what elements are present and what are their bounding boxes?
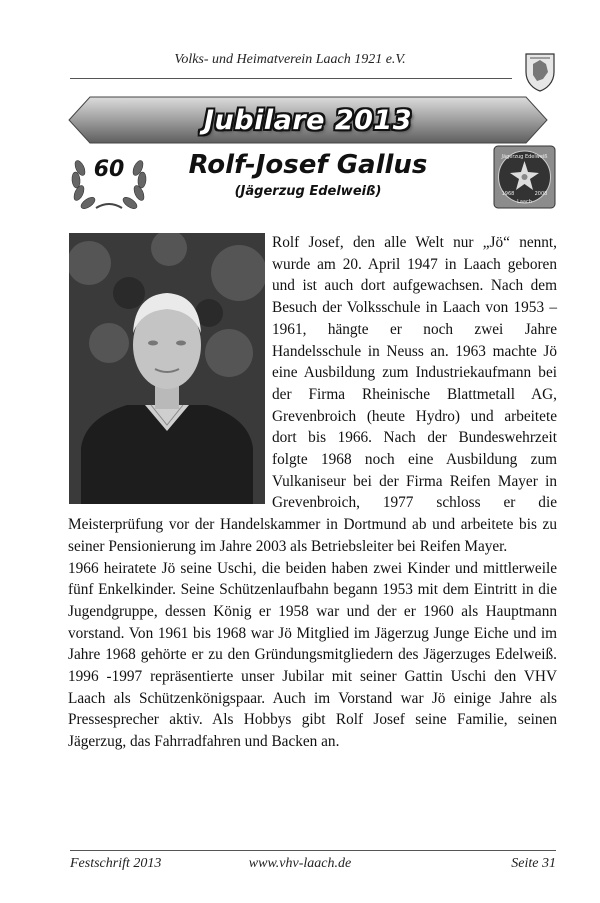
emblem-bottom-text: Laach	[517, 199, 532, 205]
article-body	[68, 232, 557, 753]
footer-publication: Festschrift 2013	[70, 856, 162, 871]
emblem-year-right: 2008	[534, 191, 548, 197]
coat-of-arms-icon	[524, 52, 556, 92]
person-name: Rolf-Josef Gallus	[188, 150, 428, 180]
header-title: Volks- und Heimatverein Laach 1921 e.V.	[174, 52, 406, 67]
photo-spacer	[68, 232, 272, 509]
article-paragraph: 1966 heiratete Jö seine Uschi, die beiden haben zwei Kinder und mittlerweile fünf Enkelkinder. Seine Schützenlaufbahn begann 1953 mit dem Eintritt in die Jugendgruppe, dessen König er 1958 war und der er 1960 als Hauptmann vorstand. Von 1961 bis 1968 war Jö Mitglied im Jägerzug Junge Eiche und im Jahre 1968 gehörte er zu den Gründungsmitgliedern des Jägerzuges Edelweiß. 1996 -1997 repräsentierte unser Jubilar mit seiner Gattin Uschi den VHV Laach als Schützenkönigspaar. Auch im Vorstand war Jö einige Jahre als Pressesprecher aktiv. Als Hobbys gibt Rolf Josef seine Familie, seinen Jägerzug, das Fahrradfahren und Backen an.	[68, 559, 557, 751]
banner-title: Jubilare 2013	[204, 104, 412, 136]
header-rule	[70, 78, 512, 79]
footer-rule	[70, 850, 556, 851]
emblem-year-left: 1968	[501, 191, 515, 197]
jubilee-years: 60	[93, 157, 125, 182]
club-name: (Jägerzug Edelweiß)	[234, 184, 382, 199]
article-paragraph: Rolf Josef, den alle Welt nur „Jö“ nennt, wurde am 20. April 1947 in Laach geboren und ist auch dort aufgewachsen. Nach dem Besuch der Volksschule in Laach von 1953 – 1961, hängte er noch zwei Jahre Handelsschule in Neuss an. 1963 machte Jö eine Ausbildung zum Industriekaufmann bei der Firma Rheinische Blattmetall AG, Grevenbroich (heute Hydro) und arbeitete dort bis 1966. Nach der Bundeswehrzeit folgte 1968 noch eine Ausbildung zum Vulkaniseur bei der Firma Reifen Mayer in Grevenbroich, 1977 schloss er die Meisterprüfung vor der Handelskammer in Dortmund ab und arbeitete bis zu seiner Pensionierung im Jahre 2003 als Betriebsleiter bei Reifen Mayer.	[68, 234, 557, 555]
club-emblem	[493, 145, 556, 209]
footer-website-link[interactable]: www.vhv-laach.de	[248, 856, 352, 871]
page-number: Seite 31	[511, 856, 556, 871]
emblem-top-text: Jägerzug Edelweiß	[501, 154, 548, 160]
